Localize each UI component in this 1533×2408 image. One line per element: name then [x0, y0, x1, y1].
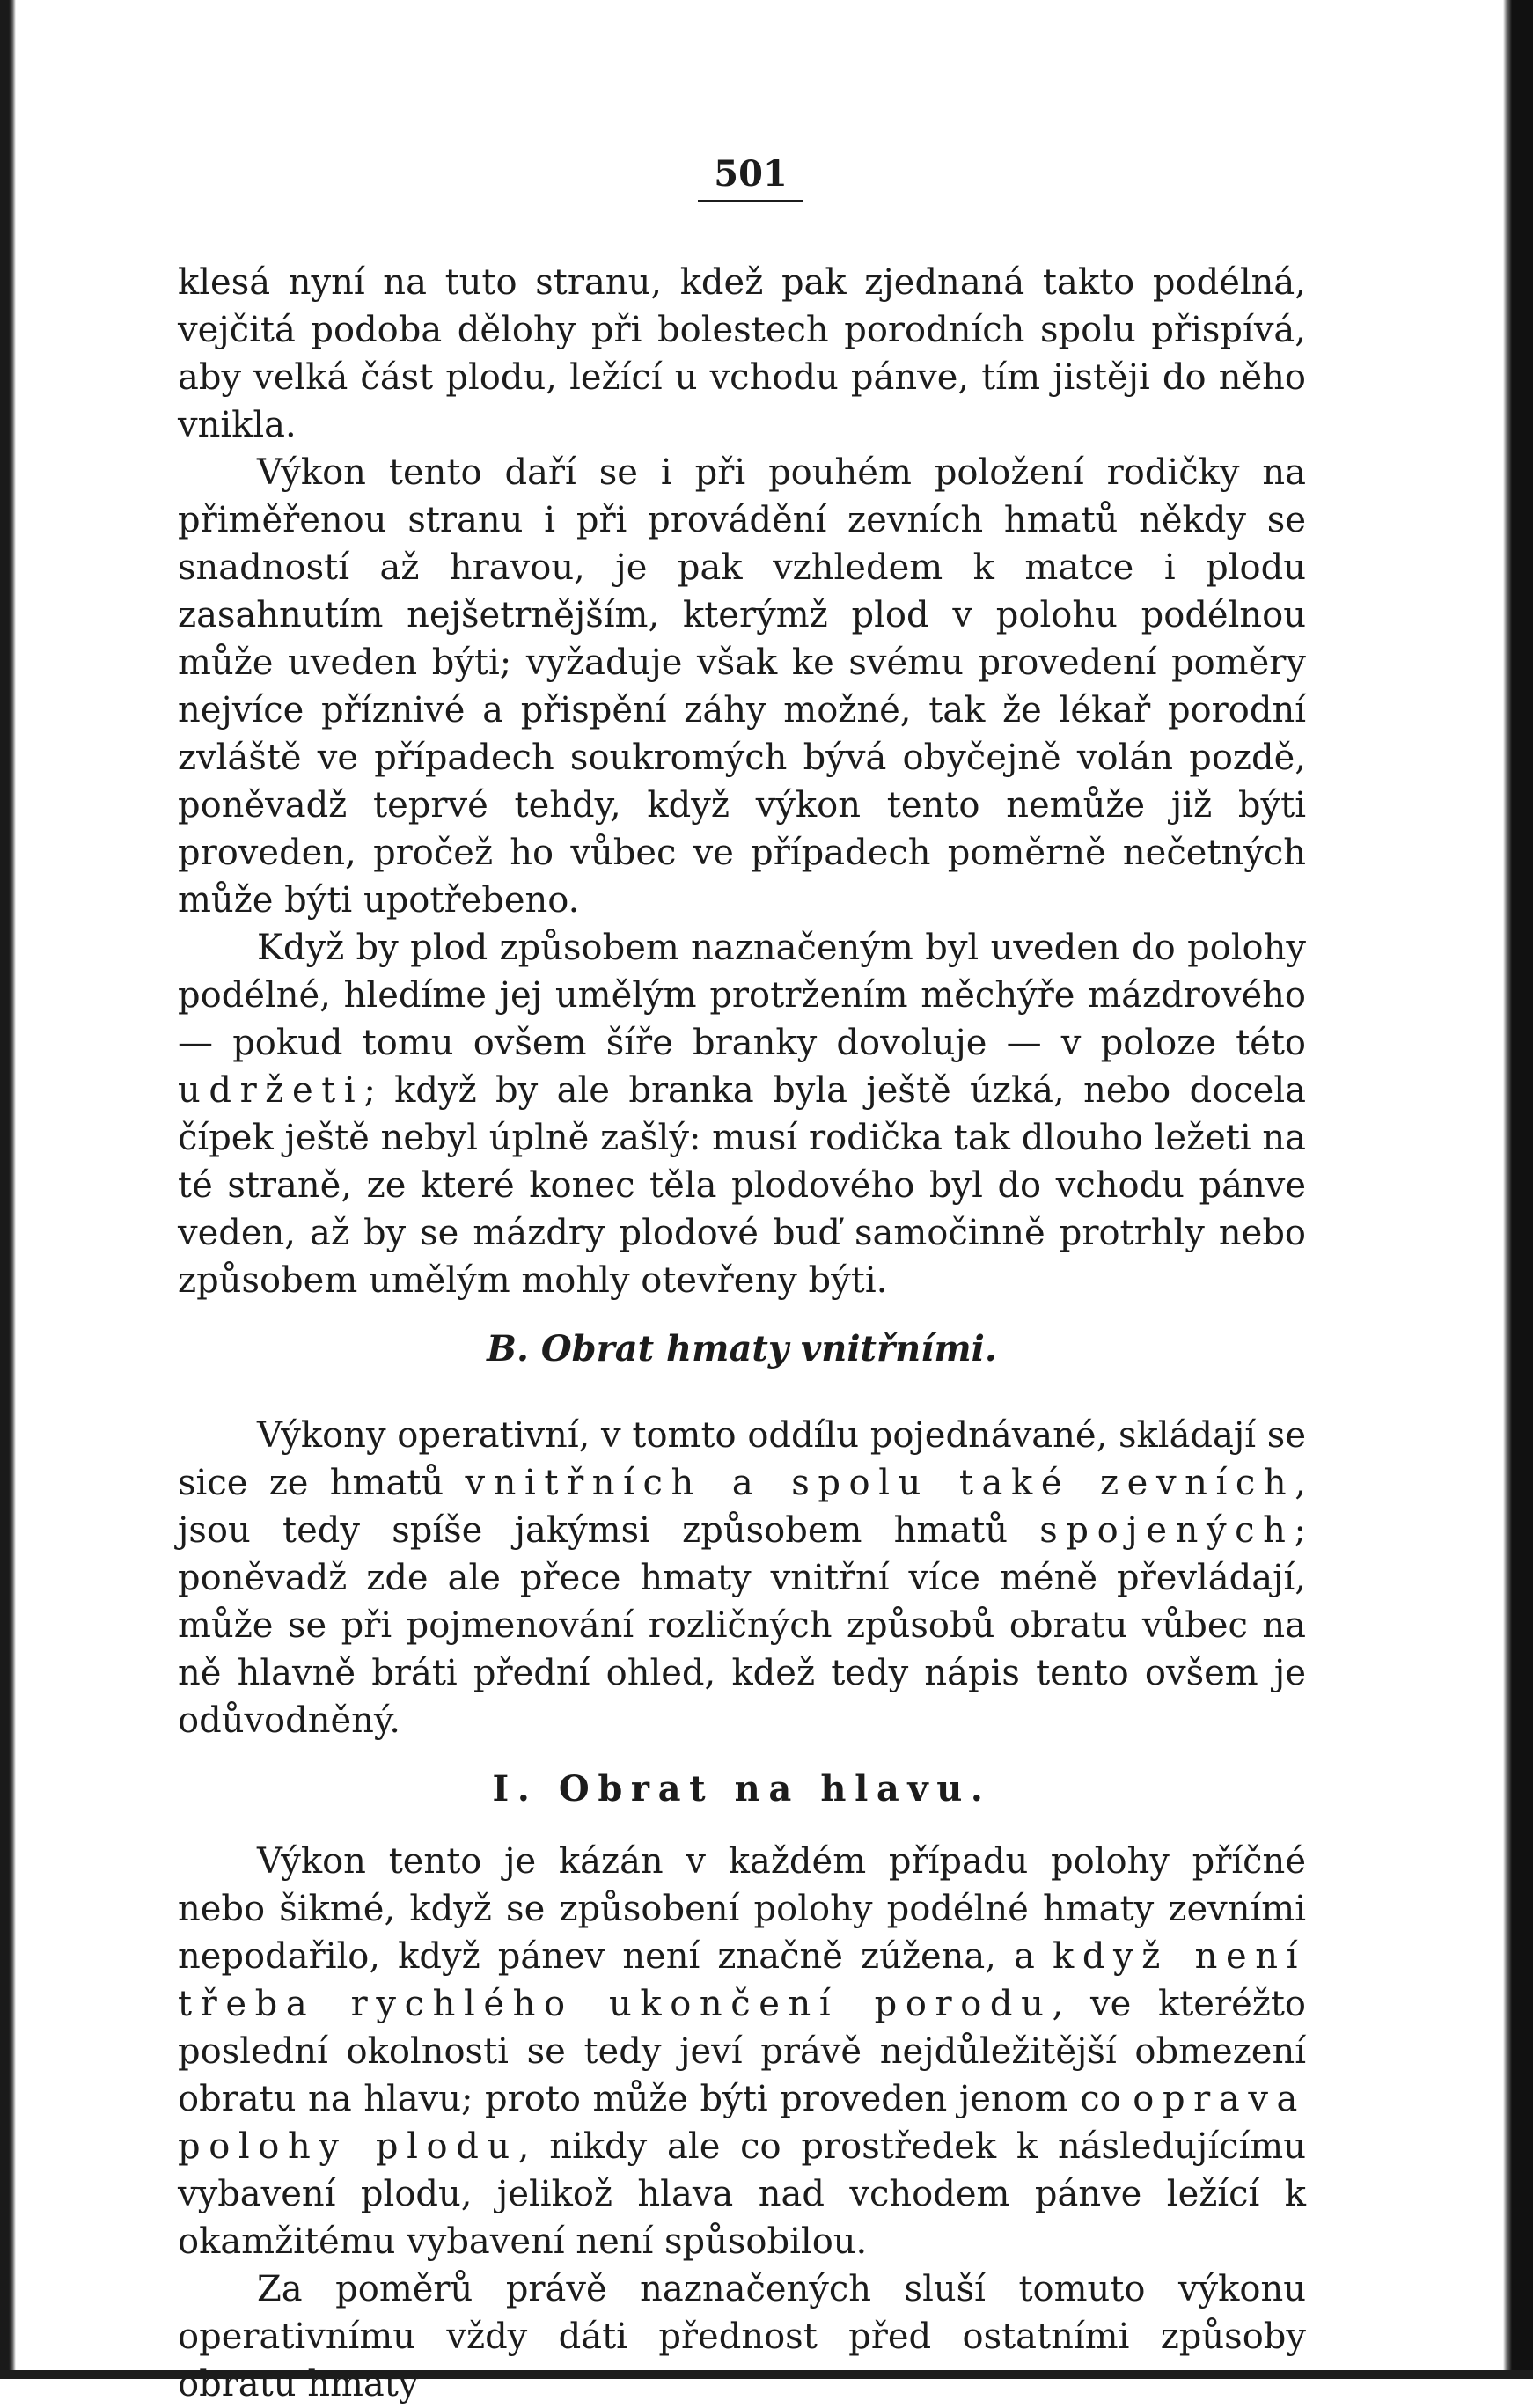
paragraph-4-part-a: Výkony operativní, v tomto oddílu pojednávané, skládají se sice ze hmatů — [178, 1415, 1306, 1503]
left-scan-edge — [0, 0, 16, 2379]
section-heading-i — [178, 1766, 1306, 1813]
body-text — [178, 259, 1306, 1304]
body-text-3 — [178, 1838, 1306, 2408]
paragraph-4-part-b: , jsou tedy spíše jakýmsi způsobem hmatů — [178, 1463, 1306, 1551]
paragraph-3 — [178, 924, 1306, 1304]
body-text-2 — [178, 1412, 1306, 1744]
page-number — [195, 148, 1306, 201]
paragraph-4-part-c: ; poněvadž zde ale přece hmaty vnitřní více méně převládají, může se při pojmenování rozličných způsobů obratu vůbec na ně hlavně bráti přední ohled, kdež tedy nápis tento ovšem je odůvodněný. — [178, 1510, 1306, 1741]
paragraph-4-emphasis-1: vnitřních a spolu také zevních — [465, 1463, 1295, 1503]
paragraph-5-part-a: Výkon tento je kázán v každém případu polohy příčné nebo šikmé, když se způsobení polohy podélné hmaty zevními nepodařilo, když pánev není značně zúžena, a — [178, 1841, 1306, 1977]
section-heading-i-text: I. Obrat na hlavu. — [492, 1768, 992, 1810]
paragraph-6: Za poměrů právě naznačených sluší tomuto výkonu operativnímu vždy dáti přednost před ostatními způsoby obratu hmaty — [178, 2269, 1306, 2404]
right-scan-edge — [1503, 0, 1533, 2379]
paragraph-3-part-a: Když by plod způsobem naznačeným byl uveden do polohy podélné, hledíme jej umělým protržením měchýře mázdrového — pokud tomu ovšem šíře branky dovoluje — v poloze této — [178, 928, 1306, 1063]
paragraph-5-emphasis-1: když není třeba rychlého ukončení porodu — [178, 1936, 1306, 2024]
paragraph-5-part-c: , nikdy ale co prostředek k následujícímu vybavení plodu, jelikož hlava nad vchodem pánve ležící k okamžitému vybavení není spůsobilou. — [178, 2126, 1306, 2262]
paragraph-4 — [178, 1412, 1306, 1744]
paragraph-3-emphasis: udržeti — [178, 1070, 364, 1111]
paragraph-5-emphasis-2: oprava polohy plodu — [178, 2079, 1306, 2167]
paragraph-5-part-b: , ve kteréžto poslední okolnosti se tedy jeví právě nejdůležitější obmezení obratu na hlavu; proto může býti proveden jenom co — [178, 1984, 1306, 2119]
paragraph-3-part-b: ; když by ale branka byla ještě úzká, nebo docela čípek ještě nebyl úplně zašlý: musí rodička tak dlouho ležeti na té straně, ze které konec těla plodového byl do vchodu pánve veden, až by se mázdry plodové buď samočinně protrhly nebo způsobem umělým mohly otevřeny býti. — [178, 1070, 1306, 1301]
page-text-block — [178, 148, 1306, 2408]
page-number-text: 501 — [698, 152, 803, 202]
paragraph-5 — [178, 1838, 1306, 2265]
paragraph-1: klesá nyní na tuto stranu, kdež pak zjednaná takto podélná, vejčitá podoba dělohy při bolestech porodních spolu přispívá, aby velká část plodu, ležící u vchodu pánve, tím jistěji do něho vnikla. — [178, 262, 1306, 445]
section-heading-b: B. Obrat hmaty vnitřními. — [487, 1328, 997, 1369]
paragraph-2: Výkon tento daří se i při pouhém položení rodičky na přiměřenou stranu i při provádění zevních hmatů někdy se snadností až hravou, je pak vzhledem k matce i plodu zasahnutím nejšetrnějším, kterýmž plod v polohu podélnou může uveden býti; vyžaduje však ke svému provedení poměry nejvíce příznivé a přispění záhy možné, tak že lékař porodní zvláště ve případech soukromých bývá obyčejně volán pozdě, poněvadž teprvé tehdy, když výkon tento nemůže již býti proveden, pročež ho vůbec ve případech poměrně nečetných může býti upotřebeno. — [178, 452, 1306, 921]
paragraph-4-emphasis-2: spojených — [1039, 1510, 1295, 1551]
